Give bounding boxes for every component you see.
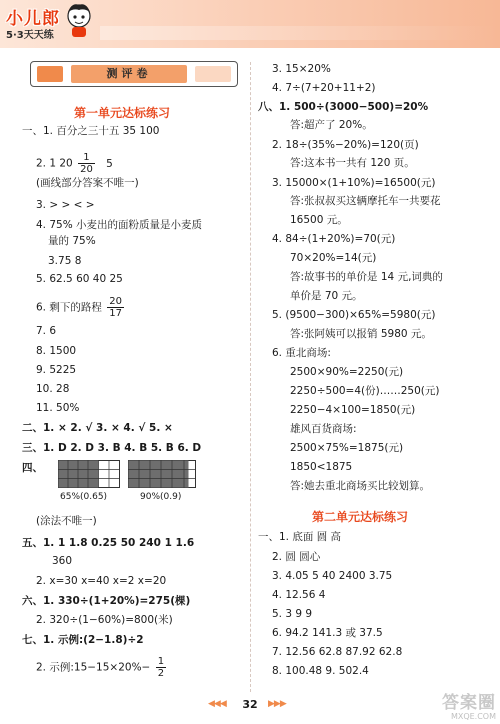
brand-subtitle: 5·3天天练 xyxy=(6,30,54,41)
answer-line: 5. 62.5 60 40 25 xyxy=(36,273,123,285)
answer-text: 6. 剩下的路程 xyxy=(36,301,102,314)
answer-text: 5 xyxy=(106,157,113,170)
answer-line: 2500×75%=1875(元) xyxy=(290,442,404,454)
answer-line: 3. > > < > xyxy=(36,199,95,211)
answer-note: (涂法不唯一) xyxy=(36,515,97,527)
grid-figure-90 xyxy=(128,460,196,488)
answer-line: 2250−4×100=1850(元) xyxy=(290,404,416,416)
answer-line: 一、1. 百分之三十五 35 100 xyxy=(22,125,160,137)
arrow-left-icon: ◀◀◀ xyxy=(208,699,226,709)
answer-line: 三、1. D 2. D 3. B 4. B 5. B 6. D xyxy=(22,442,202,454)
watermark xyxy=(404,694,496,722)
arrow-right-icon: ▶▶▶ xyxy=(268,699,286,709)
brand-title: 小儿郎 xyxy=(6,9,60,29)
answer-line: 七、1. 示例:(2−1.8)÷2 xyxy=(22,634,144,646)
answer-line: 4. 75% 小麦出的面粉质量是小麦质 xyxy=(36,219,203,231)
answer-line: 2. 圆 圆心 xyxy=(272,551,321,563)
answer-line: 雄风百货商场: xyxy=(290,423,357,435)
answer-line: 6. 94.2 141.3 或 37.5 xyxy=(272,627,383,639)
answer-line: 5. (9500−300)×65%=5980(元) xyxy=(272,309,436,321)
answer-line: 2. 18÷(35%−20%)=120(页) xyxy=(272,139,419,151)
fraction-numerator: 1 xyxy=(157,656,165,667)
answer-line: 量的 75% xyxy=(48,235,96,247)
answer-line: 6. 重北商场: xyxy=(272,347,331,359)
answer-line xyxy=(36,296,126,319)
answer-line: 3. 4.05 5 40 2400 3.75 xyxy=(272,570,393,582)
answer-line: 3. 15×20% xyxy=(272,63,331,75)
answer-line: 3. 15000×(1+10%)=16500(元) xyxy=(272,177,436,189)
answer-line: 360 xyxy=(52,555,73,567)
answer-line: 五、1. 1 1.8 0.25 50 240 1 1.6 xyxy=(22,537,195,549)
answer-line: 2500×90%=2250(元) xyxy=(290,366,404,378)
answer-line: 六、1. 330÷(1+20%)=275(棵) xyxy=(22,595,191,607)
mascot-icon xyxy=(64,2,94,38)
answer-line: 一、1. 底面 圆 高 xyxy=(258,531,342,543)
answer-text: 2. 1 20 xyxy=(36,157,73,170)
fraction-denominator: 20 xyxy=(80,164,93,175)
answer-note: (画线部分答案不唯一) xyxy=(36,177,139,189)
answer-line: 4. 7÷(7+20+11+2) xyxy=(272,82,376,94)
answer-line: 答:张叔叔买这辆摩托车一共要花 xyxy=(290,195,441,207)
answer-line: 2. x=30 x=40 x=2 x=20 xyxy=(36,575,167,587)
badge-accent-left xyxy=(37,66,63,82)
answer-line: 八、1. 500÷(3000−500)=20% xyxy=(258,101,429,113)
answer-line: 10. 28 xyxy=(36,383,70,395)
answer-line: 5. 3 9 9 xyxy=(272,608,313,620)
fraction-denominator: 17 xyxy=(109,308,122,319)
answer-line: 2. 320÷(1−60%)=800(米) xyxy=(36,614,173,626)
badge-label: 测评卷 xyxy=(71,65,187,83)
grid-figure-65 xyxy=(58,460,120,488)
fraction xyxy=(156,656,166,679)
answer-line: 11. 50% xyxy=(36,402,80,414)
answer-line: 1850<1875 xyxy=(290,461,353,473)
grid-caption: 90%(0.9) xyxy=(140,492,182,502)
answer-line: 2250÷500=4(份)……250(元) xyxy=(290,385,440,397)
answer-line xyxy=(36,656,168,679)
answer-line: 8. 100.48 9. 502.4 xyxy=(272,665,369,677)
answer-line: 二、1. × 2. √ 3. × 4. √ 5. × xyxy=(22,422,173,434)
answer-line: 16500 元。 xyxy=(290,214,348,226)
answer-line: 70×20%=14(元) xyxy=(290,252,377,264)
fraction xyxy=(107,296,124,319)
answer-line: 四、 xyxy=(22,462,43,474)
watermark-text: 答案圈 xyxy=(442,693,496,713)
badge-accent-right xyxy=(195,66,231,82)
answer-line: 7. 12.56 62.8 87.92 62.8 xyxy=(272,646,403,658)
answer-line: 答:这本书一共有 120 页。 xyxy=(290,157,415,169)
unit2-title: 第二单元达标练习 xyxy=(312,510,409,524)
answer-line: 4. 84÷(1+20%)=70(元) xyxy=(272,233,396,245)
answer-text: 2. 示例:15−15×20%− xyxy=(36,661,151,674)
answer-line: 答:她去重北商场买比较划算。 xyxy=(290,480,431,492)
answer-line: 答:故事书的单价是 14 元,词典的 xyxy=(290,271,443,283)
watermark-url: MXQE.COM xyxy=(450,712,496,721)
grid-caption: 65%(0.65) xyxy=(60,492,108,502)
column-divider xyxy=(250,62,251,692)
answer-line xyxy=(36,152,113,175)
answer-line: 7. 6 xyxy=(36,325,57,337)
answer-line: 3.75 8 xyxy=(48,255,82,267)
answer-line: 9. 5225 xyxy=(36,364,77,376)
unit1-title: 第一单元达标练习 xyxy=(74,106,171,120)
answer-line: 8. 1500 xyxy=(36,345,77,357)
answer-line: 单价是 70 元。 xyxy=(290,290,363,302)
fraction-numerator: 20 xyxy=(109,296,122,307)
answer-line: 4. 12.56 4 xyxy=(272,589,326,601)
section-badge xyxy=(30,61,238,87)
answer-line: 答:张阿姨可以报销 5980 元。 xyxy=(290,328,432,340)
answer-line: 答:超产了 20%。 xyxy=(290,119,373,131)
fraction-numerator: 1 xyxy=(78,152,95,164)
page-number: 32 xyxy=(242,698,258,711)
fraction-denominator: 2 xyxy=(157,668,165,679)
fraction-boxed xyxy=(78,152,95,175)
